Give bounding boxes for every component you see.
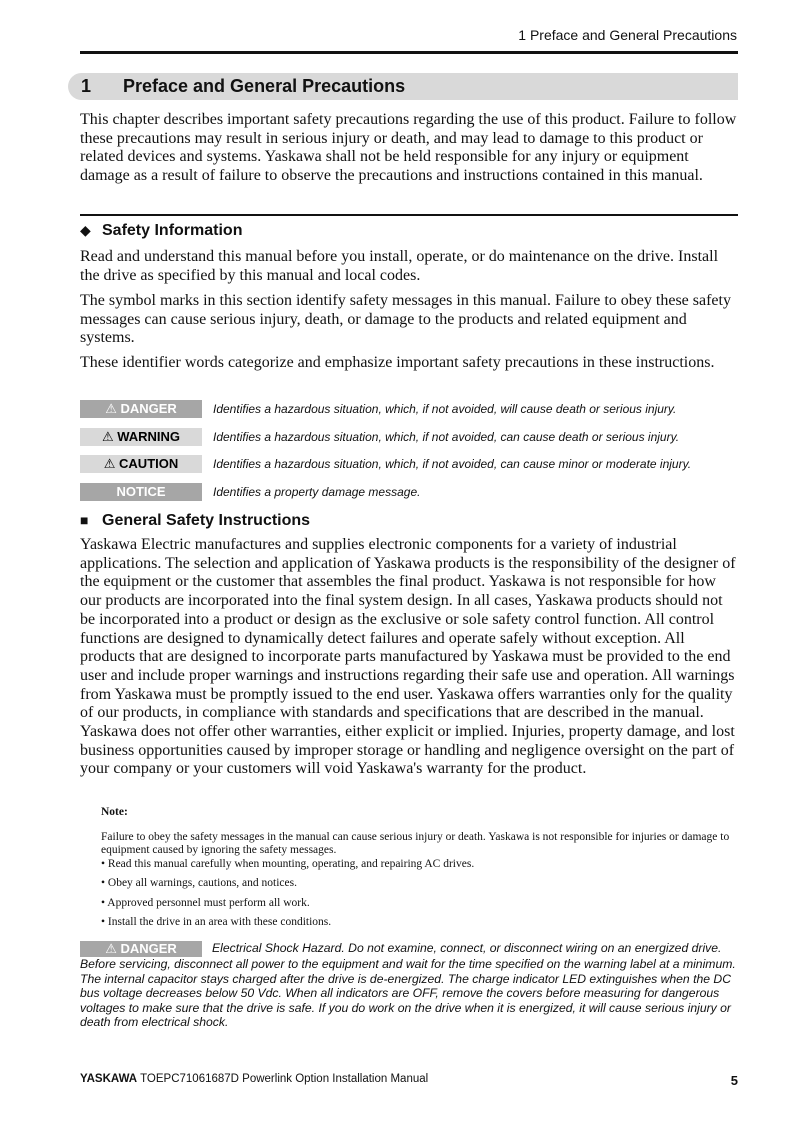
warning-label (80, 428, 202, 446)
warning-triangle-icon: ⚠ (105, 941, 117, 956)
danger-description: Identifies a hazardous situation, which, if not avoided, will cause death or serious injury. (213, 402, 677, 416)
note-block (101, 806, 731, 930)
general-heading-text: General Safety Instructions (102, 512, 311, 529)
warning-triangle-icon: ⚠ (103, 456, 116, 471)
safety-paragraph-1: Read and understand this manual before you install, operate, or do maintenance on the drive. Install the drive as specified by this manual and local codes. (80, 248, 719, 284)
footer-brand: YASKAWA (80, 1073, 138, 1085)
warning-triangle-icon: ⚠ (101, 429, 114, 444)
general-safety-paragraph: Yaskawa Electric manufactures and supplies electronic components for a variety of industrial applications. The selection and application of Yaskawa products is the responsibility of the designer of the equipment or the customer that assembles the final product. Yaskawa is not responsible for how our products are incorporated into the final system design. In all cases, Yaskawa products should not be incorporated into a product or design as the exclusive or sole safety control function. All control functions are designed to dynamically detect failures and operate safely without exception. All products that are designed to incorporate parts manufactured by Yaskawa must be provided to the end user and include proper warnings and instructions regarding their safe use and operation. All warnings from Yaskawa must be promptly issued to the end user. Yaskawa offers warranties only for the quality of our products, in compliance with standards and specifications that are described in the manual. Yaskawa does not offer other warranties, either explicit or implied. Injuries, property damage, and lost business opportunities caused by improper storage or handling and negligence oversight on the part of your company or your customers will void Yaskawa's warranty for the product. (80, 536, 736, 778)
chapter-heading-bar (68, 73, 738, 100)
general-safety-heading (80, 512, 310, 530)
footer-document-title: TOEPC71061687D Powerlink Option Installation Manual (140, 1073, 429, 1085)
chapter-number: 1 (81, 76, 92, 96)
note-bullet: • Read this manual carefully when mounting, operating, and repairing AC drives. (101, 857, 475, 870)
running-header: 1 Preface and General Precautions (518, 27, 737, 43)
page-footer (80, 1073, 738, 1088)
page-number: 5 (730, 1073, 738, 1088)
section-rule (80, 214, 738, 216)
danger-block-text: Electrical Shock Hazard. Do not examine, connect, or disconnect wiring on an energized drive. Before servicing, disconnect all power to the equipment and wait for the time specified on the warning label at a minimum. The internal capacitor stays charged after the drive is de-energized. The charge indicator LED extinguishes when the DC bus voltage decreases below 50 Vdc. When all indicators are OFF, remove the covers before measuring for dangerous voltages to make sure that the drive is safe. If you do work on the drive when it is energized, it will cause serious injury or death from electrical shock. (80, 941, 736, 1030)
safety-heading-text: Safety Information (102, 222, 243, 239)
warning-description: Identifies a hazardous situation, which, if not avoided, can cause death or serious injury. (213, 430, 680, 444)
notice-label: NOTICE (80, 483, 202, 501)
safety-information-heading (80, 222, 242, 240)
danger-label-text: DANGER (120, 941, 177, 956)
note-bullet: • Install the drive in an area with these conditions. (101, 916, 332, 928)
note-bullet: • Approved personnel must perform all work. (101, 896, 310, 909)
danger-label-text: DANGER (120, 401, 177, 416)
diamond-bullet-icon: ◆ (80, 222, 91, 238)
warning-triangle-icon: ⚠ (105, 401, 117, 416)
safety-paragraph-2: The symbol marks in this section identify safety messages in this manual. Failure to obey these safety messages can cause serious injury, death, or damage to the products and related equipment and systems. (80, 292, 731, 347)
danger-label (80, 941, 202, 957)
caution-label (80, 455, 202, 473)
warning-label-text: WARNING (117, 429, 181, 444)
note-bullet: • Obey all warnings, cautions, and notices. (101, 877, 297, 889)
notice-description: Identifies a property damage message. (213, 485, 421, 499)
header-rule (80, 51, 738, 54)
intro-paragraph: This chapter describes important safety precautions regarding the use of this product. Failure to follow these precautions may result in serious injury or death, and may lead to damage to this product or related devices and systems. Yaskawa shall not be held responsible for any injury or equipment damage as a result of failure to observe the precautions and instructions contained in this manual. (80, 111, 737, 185)
note-text: Failure to obey the safety messages in the manual can cause serious injury or death. Yaskawa is not responsible for injuries or damage to equipment caused by ignoring the safety messages. (101, 830, 730, 856)
note-title: Note: (101, 806, 128, 818)
caution-label-text: CAUTION (119, 456, 179, 471)
caution-description: Identifies a hazardous situation, which, if not avoided, can cause minor or moderate injury. (213, 457, 692, 471)
chapter-title: Preface and General Precautions (123, 76, 406, 96)
safety-paragraph-3: These identifier words categorize and emphasize important safety precautions in these instructions. (80, 354, 715, 371)
electrical-shock-danger-block (80, 941, 740, 1030)
square-bullet-icon: ■ (80, 512, 89, 528)
danger-label (80, 400, 202, 418)
